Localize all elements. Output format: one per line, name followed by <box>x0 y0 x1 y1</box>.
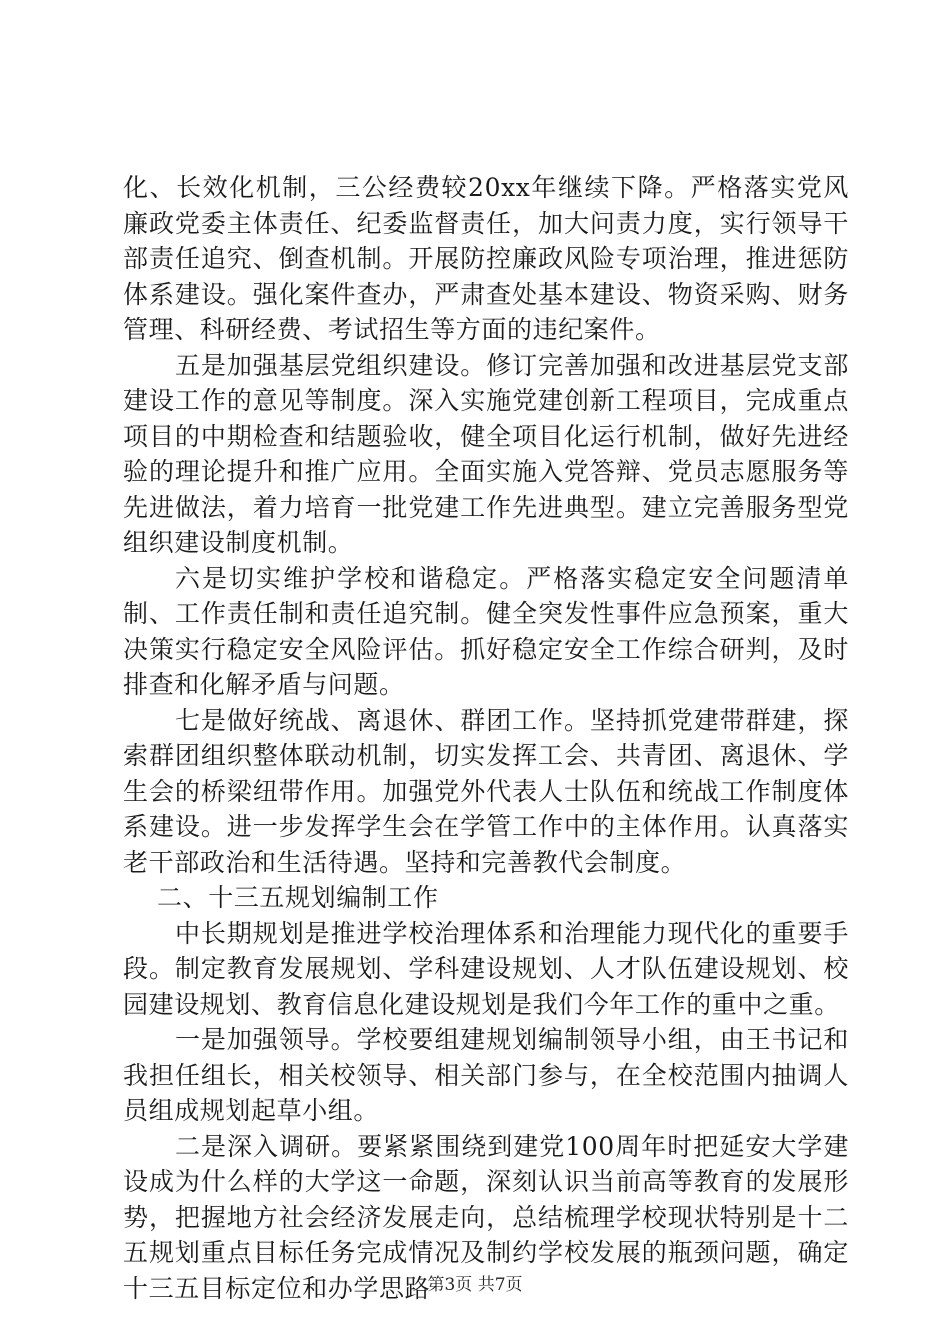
paragraph-leadership: 一是加强领导。学校要组建规划编制领导小组，由王书记和我担任组长，相关校领导、相关部门参与，在全校范围内抽调人员组成规划起草小组。 <box>123 1025 849 1125</box>
document-body <box>123 170 849 1306</box>
paragraph-united-front: 七是做好统战、离退休、群团工作。坚持抓党建带群建，探索群团组织整体联动机制，切实发挥工会、共青团、离退休、学生会的桥梁纽带作用。加强党外代表人士队伍和统战工作制度体系建设。进一步发挥学生会在学管工作中的主体作用。认真落实老干部政治和生活待遇。坚持和完善教代会制度。 <box>123 705 849 877</box>
section-heading-planning: 二、十三五规划编制工作 <box>157 883 439 912</box>
paragraph-party-organization: 五是加强基层党组织建设。修订完善加强和改进基层党支部建设工作的意见等制度。深入实施党建创新工程项目，完成重点项目的中期检查和结题验收，健全项目化运行机制，做好先进经验的理论提升和推广应用。全面实施入党答辩、党员志愿服务等先进做法，着力培育一批党建工作先进典型。建立完善服务型党组织建设制度机制。 <box>123 350 849 557</box>
page-number-footer: 第3页 共7页 <box>427 1275 523 1295</box>
paragraph-research: 二是深入调研。要紧紧围绕到建党100周年时把延安大学建设成为什么样的大学这一命题，深刻认识当前高等教育的发展形势，把握地方社会经济发展走向，总结梳理学校现状特别是十二五规划重点目标任务完成情况及制约学校发展的瓶颈问题，确定十三五目标定位和办学思路 <box>123 1131 849 1303</box>
paragraph-long-term-planning: 中长期规划是推进学校治理体系和治理能力现代化的重要手段。制定教育发展规划、学科建设规划、人才队伍建设规划、校园建设规划、教育信息化建设规划是我们今年工作的重中之重。 <box>123 918 849 1019</box>
paragraph-discipline: 化、长效化机制，三公经费较20xx年继续下降。严格落实党风廉政党委主体责任、纪委监督责任，加大问责力度，实行领导干部责任追究、倒查机制。开展防控廉政风险专项治理，推进惩防体系建设。强化案件查办，严肃查处基本建设、物资采购、财务管理、科研经费、考试招生等方面的违纪案件。 <box>123 173 849 344</box>
paragraph-stability: 六是切实维护学校和谐稳定。严格落实稳定安全问题清单制、工作责任制和责任追究制。健全突发性事件应急预案，重大决策实行稳定安全风险评估。抓好稳定安全工作综合研判，及时排查和化解矛盾与问题。 <box>123 563 849 699</box>
